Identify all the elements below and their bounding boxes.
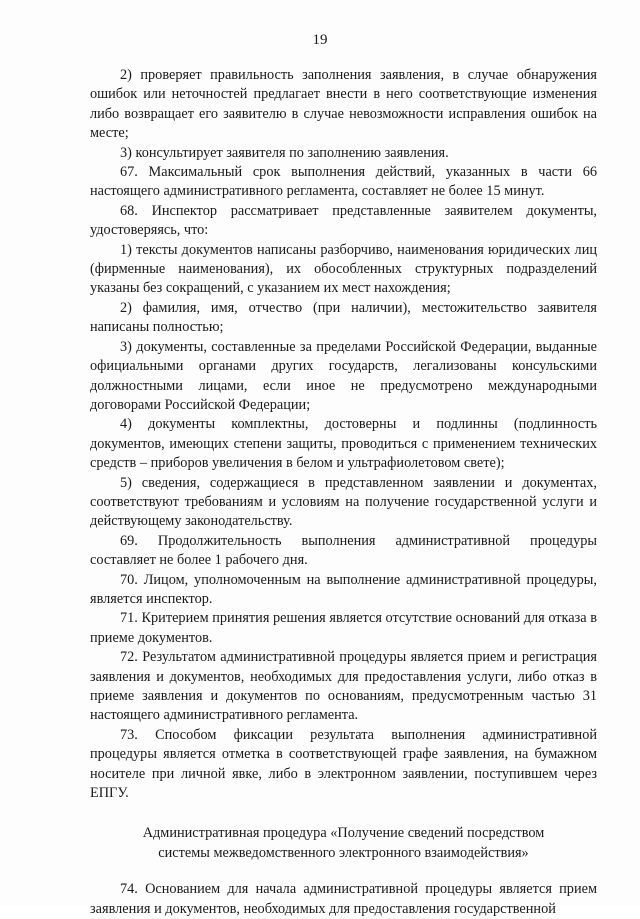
paragraph-68-item-4: 4) документы комплектны, достоверны и подлинны (подлинность документов, имеющих степени защиты, проводиться с применением технических средств – приборов увеличения в белом и ультрафиолетовом свете); bbox=[90, 416, 597, 472]
paragraph-68-item-2: 2) фамилия, имя, отчество (при наличии), местожительство заявителя написаны полностью; bbox=[90, 299, 597, 336]
paragraph-74: 74. Основанием для начала административной процедуры является прием заявления и документов, необходимых для предоставления государственной bbox=[90, 881, 597, 917]
paragraph-71: 71. Критерием принятия решения является отсутствие оснований для отказа в приеме документов. bbox=[90, 610, 597, 646]
paragraph-68: 68. Инспектор рассматривает представленные заявителем документы, удостоверяясь, что: bbox=[90, 202, 597, 239]
paragraph-69: 69. Продолжительность выполнения административной процедуры составляет не более 1 рабочего дня. bbox=[90, 532, 597, 569]
paragraph-68-item-5: 5) сведения, содержащиеся в представленном заявлении и документах, соответствуют требованиям и условиям на получение государственной услуги и действующему законодательству. bbox=[90, 474, 597, 530]
paragraph-67: 67. Максимальный срок выполнения действий, указанных в части 66 настоящего административного регламента, составляет не более 15 минут. bbox=[90, 164, 597, 200]
document-body bbox=[90, 66, 597, 919]
paragraph-70: 70. Лицом, уполномоченным на выполнение административной процедуры, является инспектор. bbox=[90, 571, 597, 607]
paragraph-72: 72. Результатом административной процедуры является прием и регистрация заявления и документов, необходимых для предоставления услуги, либо отказ в приеме заявления и документов по основаниям, предусмотренным частью 31 настоящего административного регламента. bbox=[90, 649, 597, 724]
section-heading bbox=[90, 824, 597, 863]
paragraph-68-item-1: 1) тексты документов написаны разборчиво, наименования юридических лиц (фирменные наименования), их обособленных структурных подразделений указаны без сокращений, с указанием их мест нахождения; bbox=[90, 241, 597, 297]
paragraph-68-item-3: 3) документы, составленные за пределами Российской Федерации, выданные официальными органами других государств, легализованы консульскими должностными лицами, если иное не предусмотрено международными договорами Российской Федерации; bbox=[90, 338, 597, 413]
page-number: 19 bbox=[312, 32, 328, 48]
paragraph-item-2-check: 2) проверяет правильность заполнения заявления, в случае обнаружения ошибок или неточностей предлагает внести в него соответствующие изменения либо возвращает его заявителю в случае невозможности исправления ошибок на месте; bbox=[90, 67, 597, 142]
section-heading-line-2: системы межведомственного электронного взаимодействия» bbox=[158, 844, 529, 861]
section-heading-line-1: Административная процедура «Получение сведений посредством bbox=[142, 825, 545, 842]
paragraph-item-3-consult: 3) консультирует заявителя по заполнению заявления. bbox=[120, 144, 449, 161]
paragraph-73: 73. Способом фиксации результата выполнения административной процедуры является отметка в соответствующей графе заявления, на бумажном носителе при личной явке, либо в электронном заявлении, поступившем через ЕПГУ. bbox=[90, 726, 597, 802]
